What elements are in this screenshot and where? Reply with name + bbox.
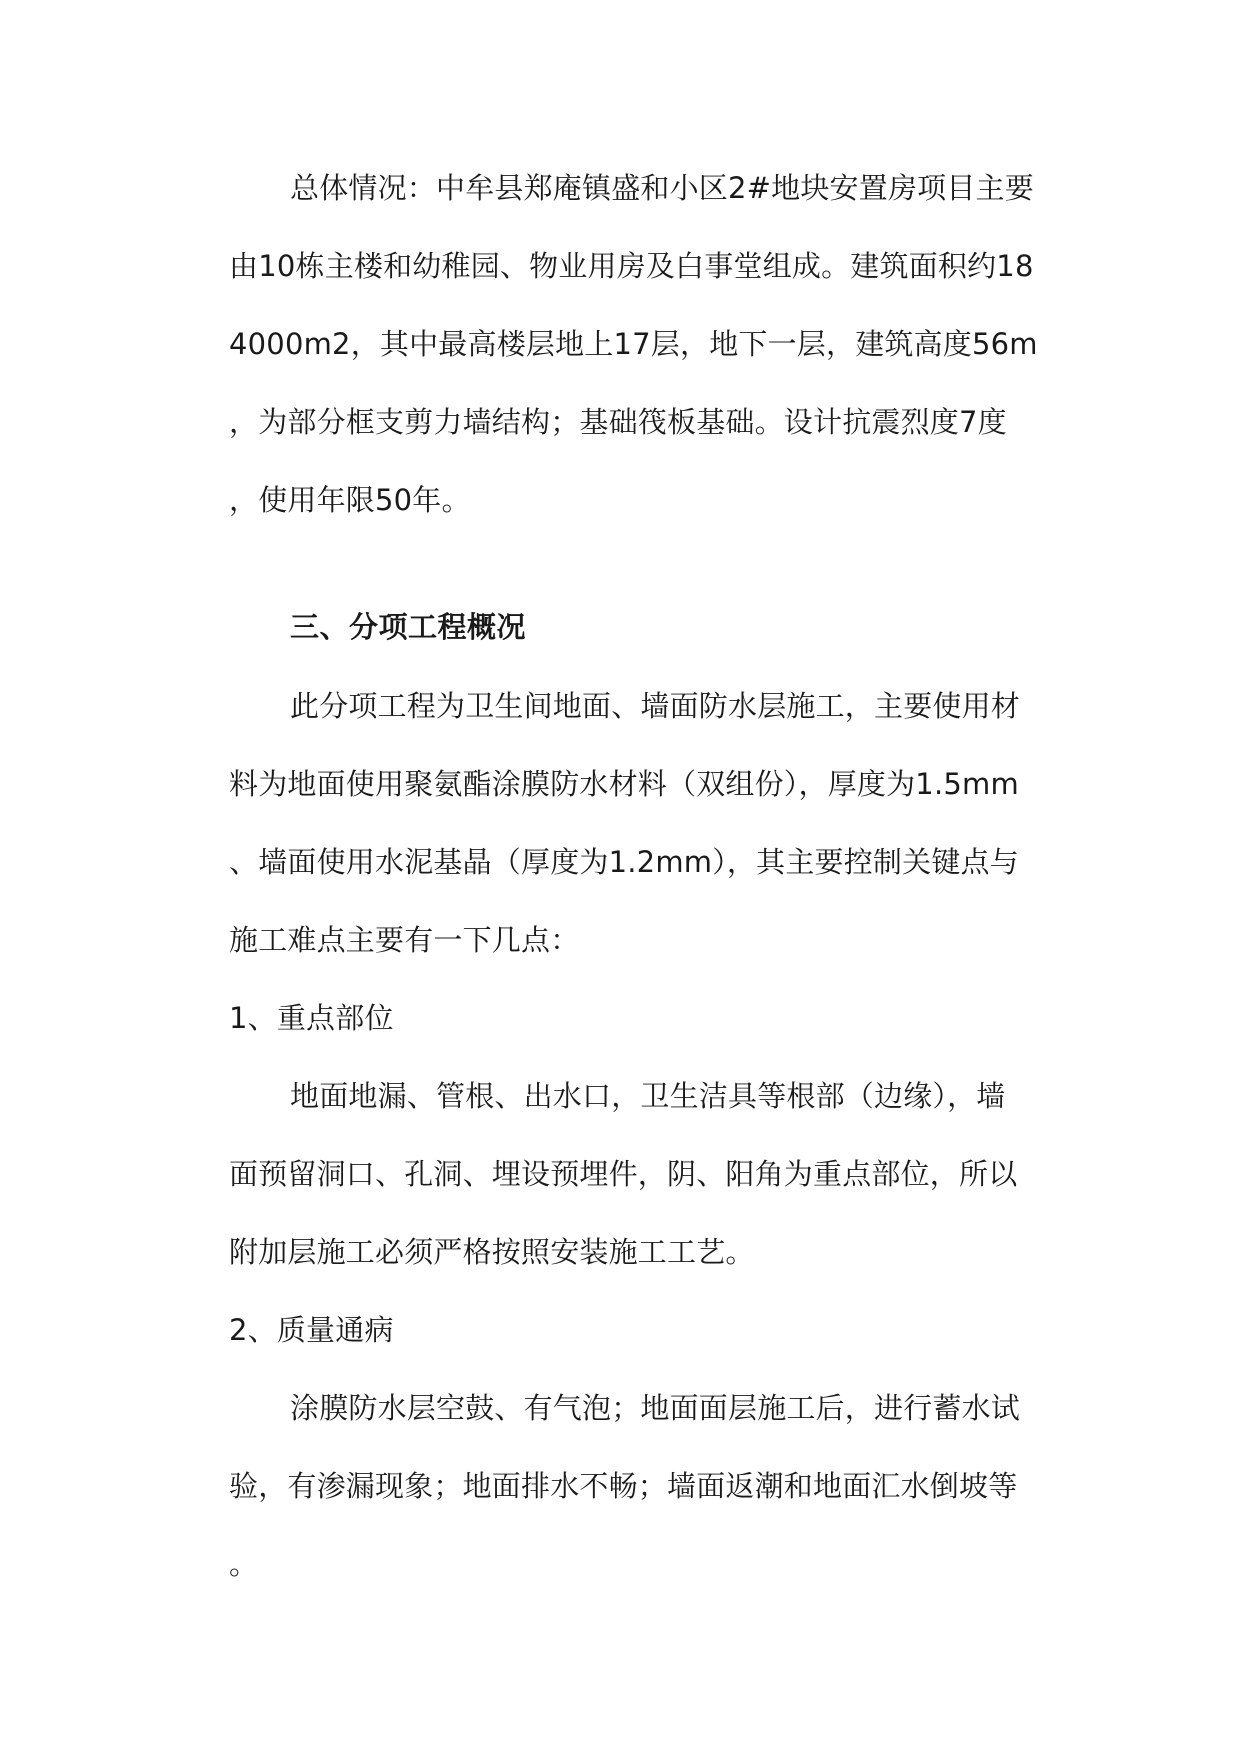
overview-line: ，为部分框支剪力墙结构；基础筏板基础。设计抗震烈度7度: [229, 405, 1007, 439]
item-line: 。: [229, 1547, 259, 1581]
intro-line: 、墙面使用水泥基晶（厚度为1.2mm），其主要控制关键点与: [229, 845, 1019, 879]
item-line: 涂膜防水层空鼓、有气泡；地面面层施工后，进行蓄水试: [290, 1391, 1021, 1425]
overview-line: ，使用年限50年。: [229, 483, 471, 517]
item-title: 1、重点部位: [229, 1001, 394, 1035]
section-heading: 三、分项工程概况: [290, 610, 527, 644]
intro-line: 此分项工程为卫生间地面、墙面防水层施工，主要使用材: [290, 689, 1021, 723]
item-title: 2、质量通病: [229, 1313, 394, 1347]
intro-line: 施工难点主要有一下几点：: [229, 923, 580, 957]
overview-line: 由10栋主楼和幼稚园、物业用房及白事堂组成。建筑面积约18: [229, 249, 1034, 283]
intro-line: 料为地面使用聚氨酯涂膜防水材料（双组份），厚度为1.5mm: [229, 767, 1019, 801]
overview-line: 总体情况：中牟县郑庵镇盛和小区2#地块安置房项目主要: [290, 171, 1034, 205]
item-line: 地面地漏、管根、出水口，卫生洁具等根部（边缘），墙: [290, 1079, 1006, 1113]
item-line: 验，有渗漏现象；地面排水不畅；墙面返潮和地面汇水倒坡等: [229, 1469, 1018, 1503]
overview-line: 4000m2，其中最高楼层地上17层，地下一层，建筑高度56m: [229, 327, 1038, 361]
item-line: 附加层施工必须严格按照安装施工工艺。: [229, 1235, 755, 1269]
item-line: 面预留洞口、孔洞、埋设预埋件，阴、阳角为重点部位，所以: [229, 1157, 1018, 1191]
